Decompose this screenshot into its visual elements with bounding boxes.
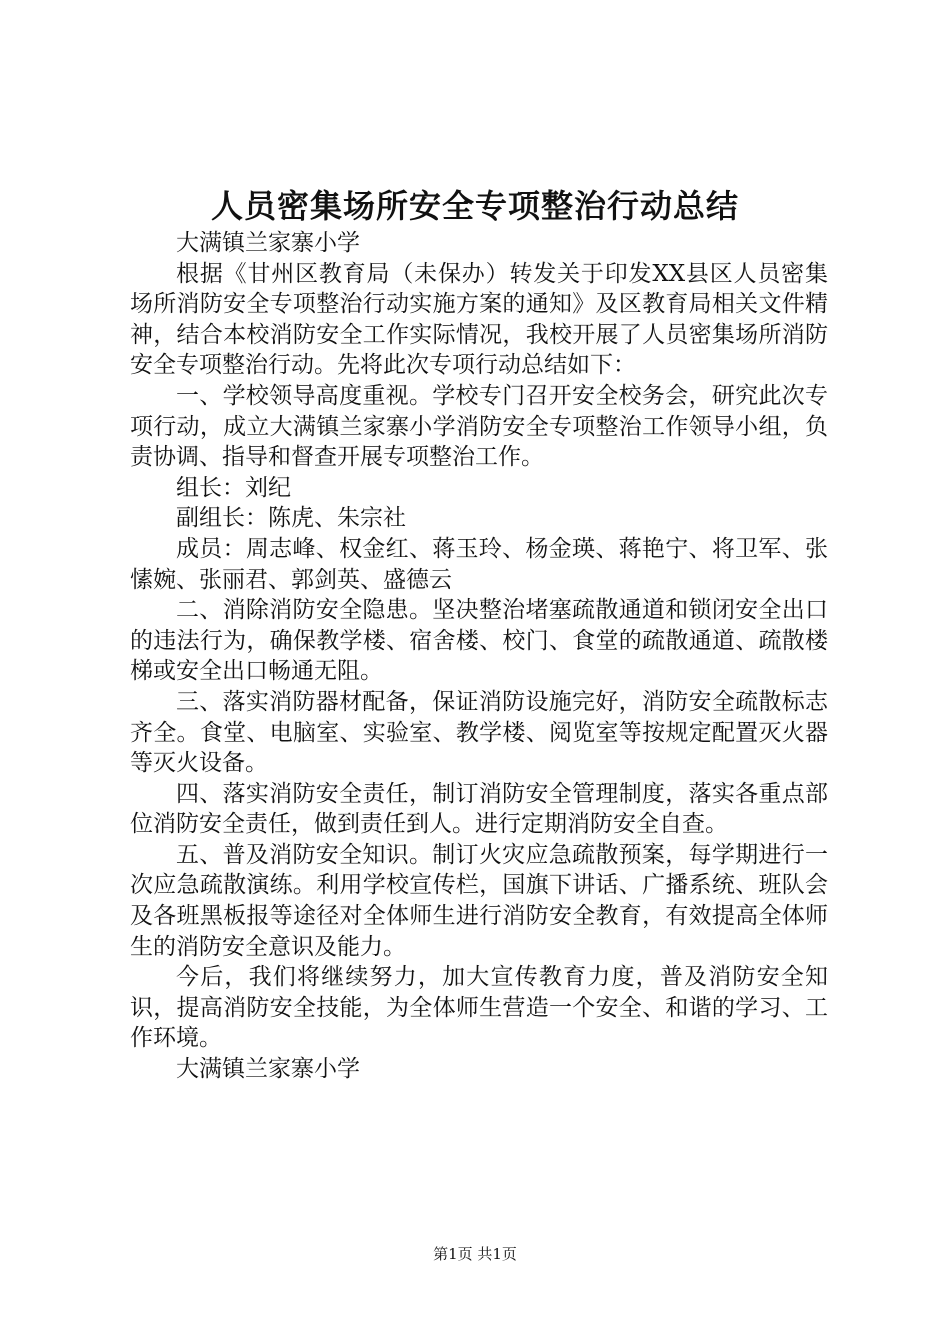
signature-line: 大满镇兰家寨小学 [176,1056,360,1083]
deputy-leader-line: 副组长：陈虎、朱宗社 [176,505,406,532]
team-leader-line: 组长：刘纪 [176,474,291,501]
page-number-footer: 第1页 共1页 [433,1245,517,1263]
section-2-paragraph: 二、消除消防安全隐患。坚决整治堵塞疏散通道和锁闭安全出口的违法行为，确保教学楼、宿舍楼、校门、食堂的疏散通道、疏散楼梯或安全出口畅通无阻。 [130,597,828,685]
section-1-paragraph: 一、学校领导高度重视。学校专门召开安全校务会，研究此次专项行动，成立大满镇兰家寨小学消防安全专项整治工作领导小组，负责协调、指导和督查开展专项整治工作。 [130,382,828,471]
document-title: 人员密集场所安全专项整治行动总结 [210,187,739,225]
team-members-paragraph: 成员：周志峰、权金红、蒋玉玲、杨金瑛、蒋艳宁、将卫军、张愫婉、张丽君、郭剑英、盛德云 [130,535,828,593]
author-line: 大满镇兰家寨小学 [176,230,360,256]
document-body [130,228,828,1085]
intro-paragraph: 根据《甘州区教育局（未保办）转发关于印发XX县区人员密集场所消防安全专项整治行动实施方案的通知》及区教育局相关文件精神，结合本校消防安全工作实际情况，我校开展了人员密集场所消防安全专项整治行动。先将此次专项行动总结如下： [130,260,828,379]
section-3-paragraph: 三、落实消防器材配备，保证消防设施完好，消防安全疏散标志齐全。食堂、电脑室、实验室、教学楼、阅览室等按规定配置灭火器等灭火设备。 [130,688,828,777]
section-4-paragraph: 四、落实消防安全责任，制订消防安全管理制度，落实各重点部位消防安全责任，做到责任到人。进行定期消防安全自查。 [130,780,828,838]
section-5-paragraph: 五、普及消防安全知识。制订火灾应急疏散预案，每学期进行一次应急疏散演练。利用学校宣传栏，国旗下讲话、广播系统、班队会及各班黑板报等途径对全体师生进行消防安全教育，有效提高全体师生的消防安全意识及能力。 [130,841,828,960]
conclusion-paragraph: 今后，我们将继续努力，加大宣传教育力度，普及消防安全知识，提高消防安全技能，为全体师生营造一个安全、和谐的学习、工作环境。 [130,964,828,1052]
